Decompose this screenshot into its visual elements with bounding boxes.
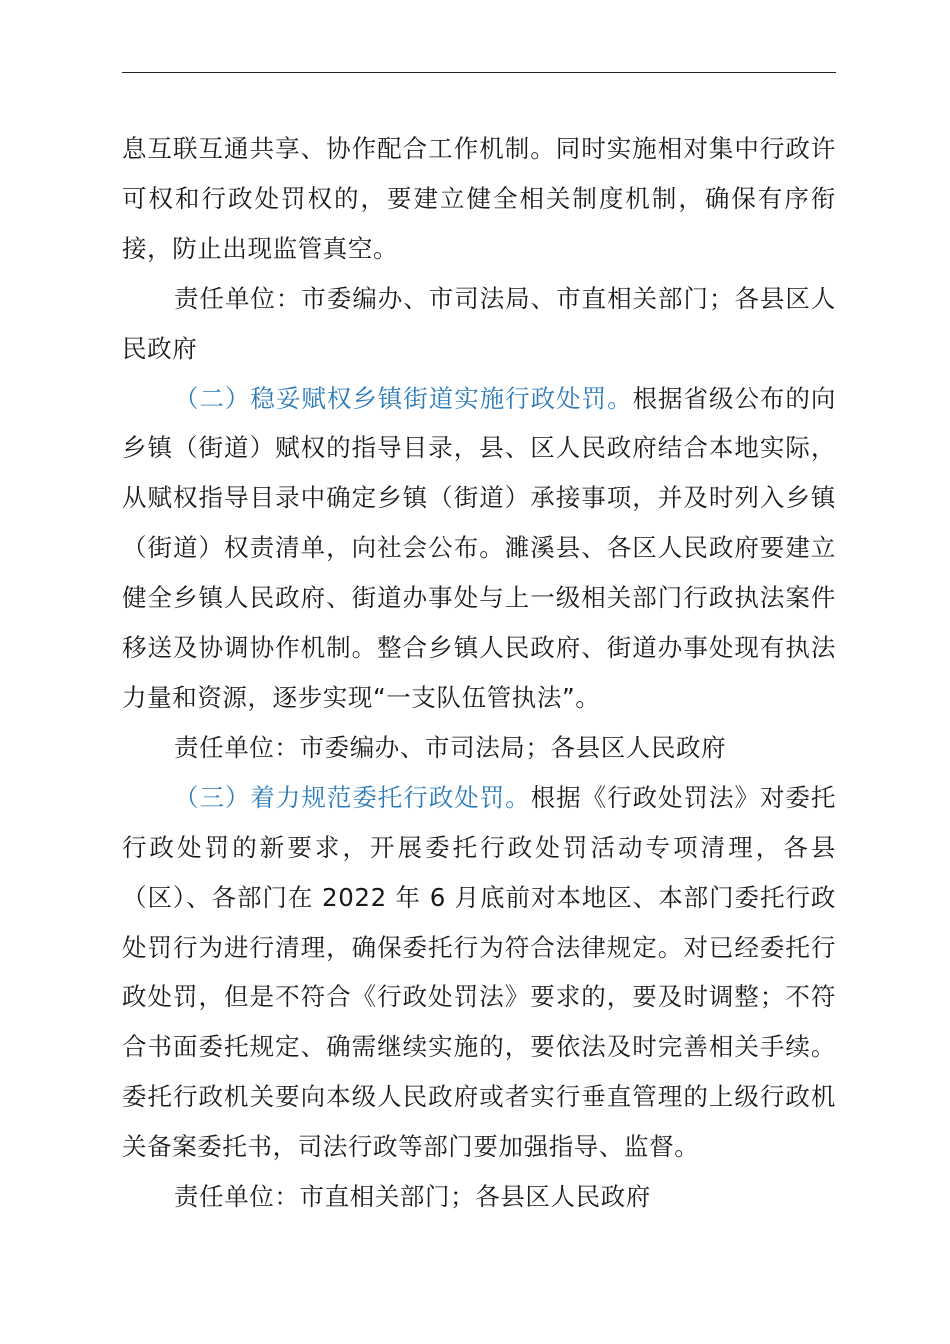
paragraph-continuation: 息互联互通共享、协作配合工作机制。同时实施相对集中行政许可权和行政处罚权的，要建立健全相关制度机制，确保有序衔接，防止出现监管真空。 (122, 134, 836, 263)
section-two-body: 根据省级公布的向乡镇（街道）赋权的指导目录，县、区人民政府结合本地实际，从赋权指导目录中确定乡镇（街道）承接事项，并及时列入乡镇（街道）权责清单，向社会公布。濉溪县、各区人民政府要建立健全乡镇人民政府、街道办事处与上一级相关部门行政执法案件移送及协调协作机制。整合乡镇人民政府、街道办事处现有执法力量和资源，逐步实现“一支队伍管执法”。 (122, 383, 836, 712)
section-two-paragraph (122, 374, 836, 723)
section-three-heading: （三）着力规范委托行政处罚。 (174, 782, 531, 812)
responsibility-line-3: 责任单位：市直相关部门；各县区人民政府 (174, 1182, 651, 1212)
section-three-paragraph (122, 773, 836, 1172)
section-two-heading: （二）稳妥赋权乡镇街道实施行政处罚。 (174, 383, 633, 413)
header-rule (122, 72, 836, 73)
section-three-body: 根据《行政处罚法》对委托行政处罚的新要求，开展委托行政处罚活动专项清理，各县（区）、各部门在 2022 年 6 月底前对本地区、本部门委托行政处罚行为进行清理，确保委托行为符合法律规定。对已经委托行政处罚，但是不符合《行政处罚法》要求的，要及时调整；不符合书面委托规定、确需继续实施的，要依法及时完善相关手续。委托行政机关要向本级人民政府或者实行垂直管理的上级行政机关备案委托书，司法行政等部门要加强指导、监督。 (122, 782, 837, 1162)
responsibility-line-1: 责任单位：市委编办、市司法局、市直相关部门；各县区人民政府 (122, 283, 836, 363)
responsibility-line-2: 责任单位：市委编办、市司法局；各县区人民政府 (174, 732, 727, 762)
document-body (122, 124, 836, 1222)
